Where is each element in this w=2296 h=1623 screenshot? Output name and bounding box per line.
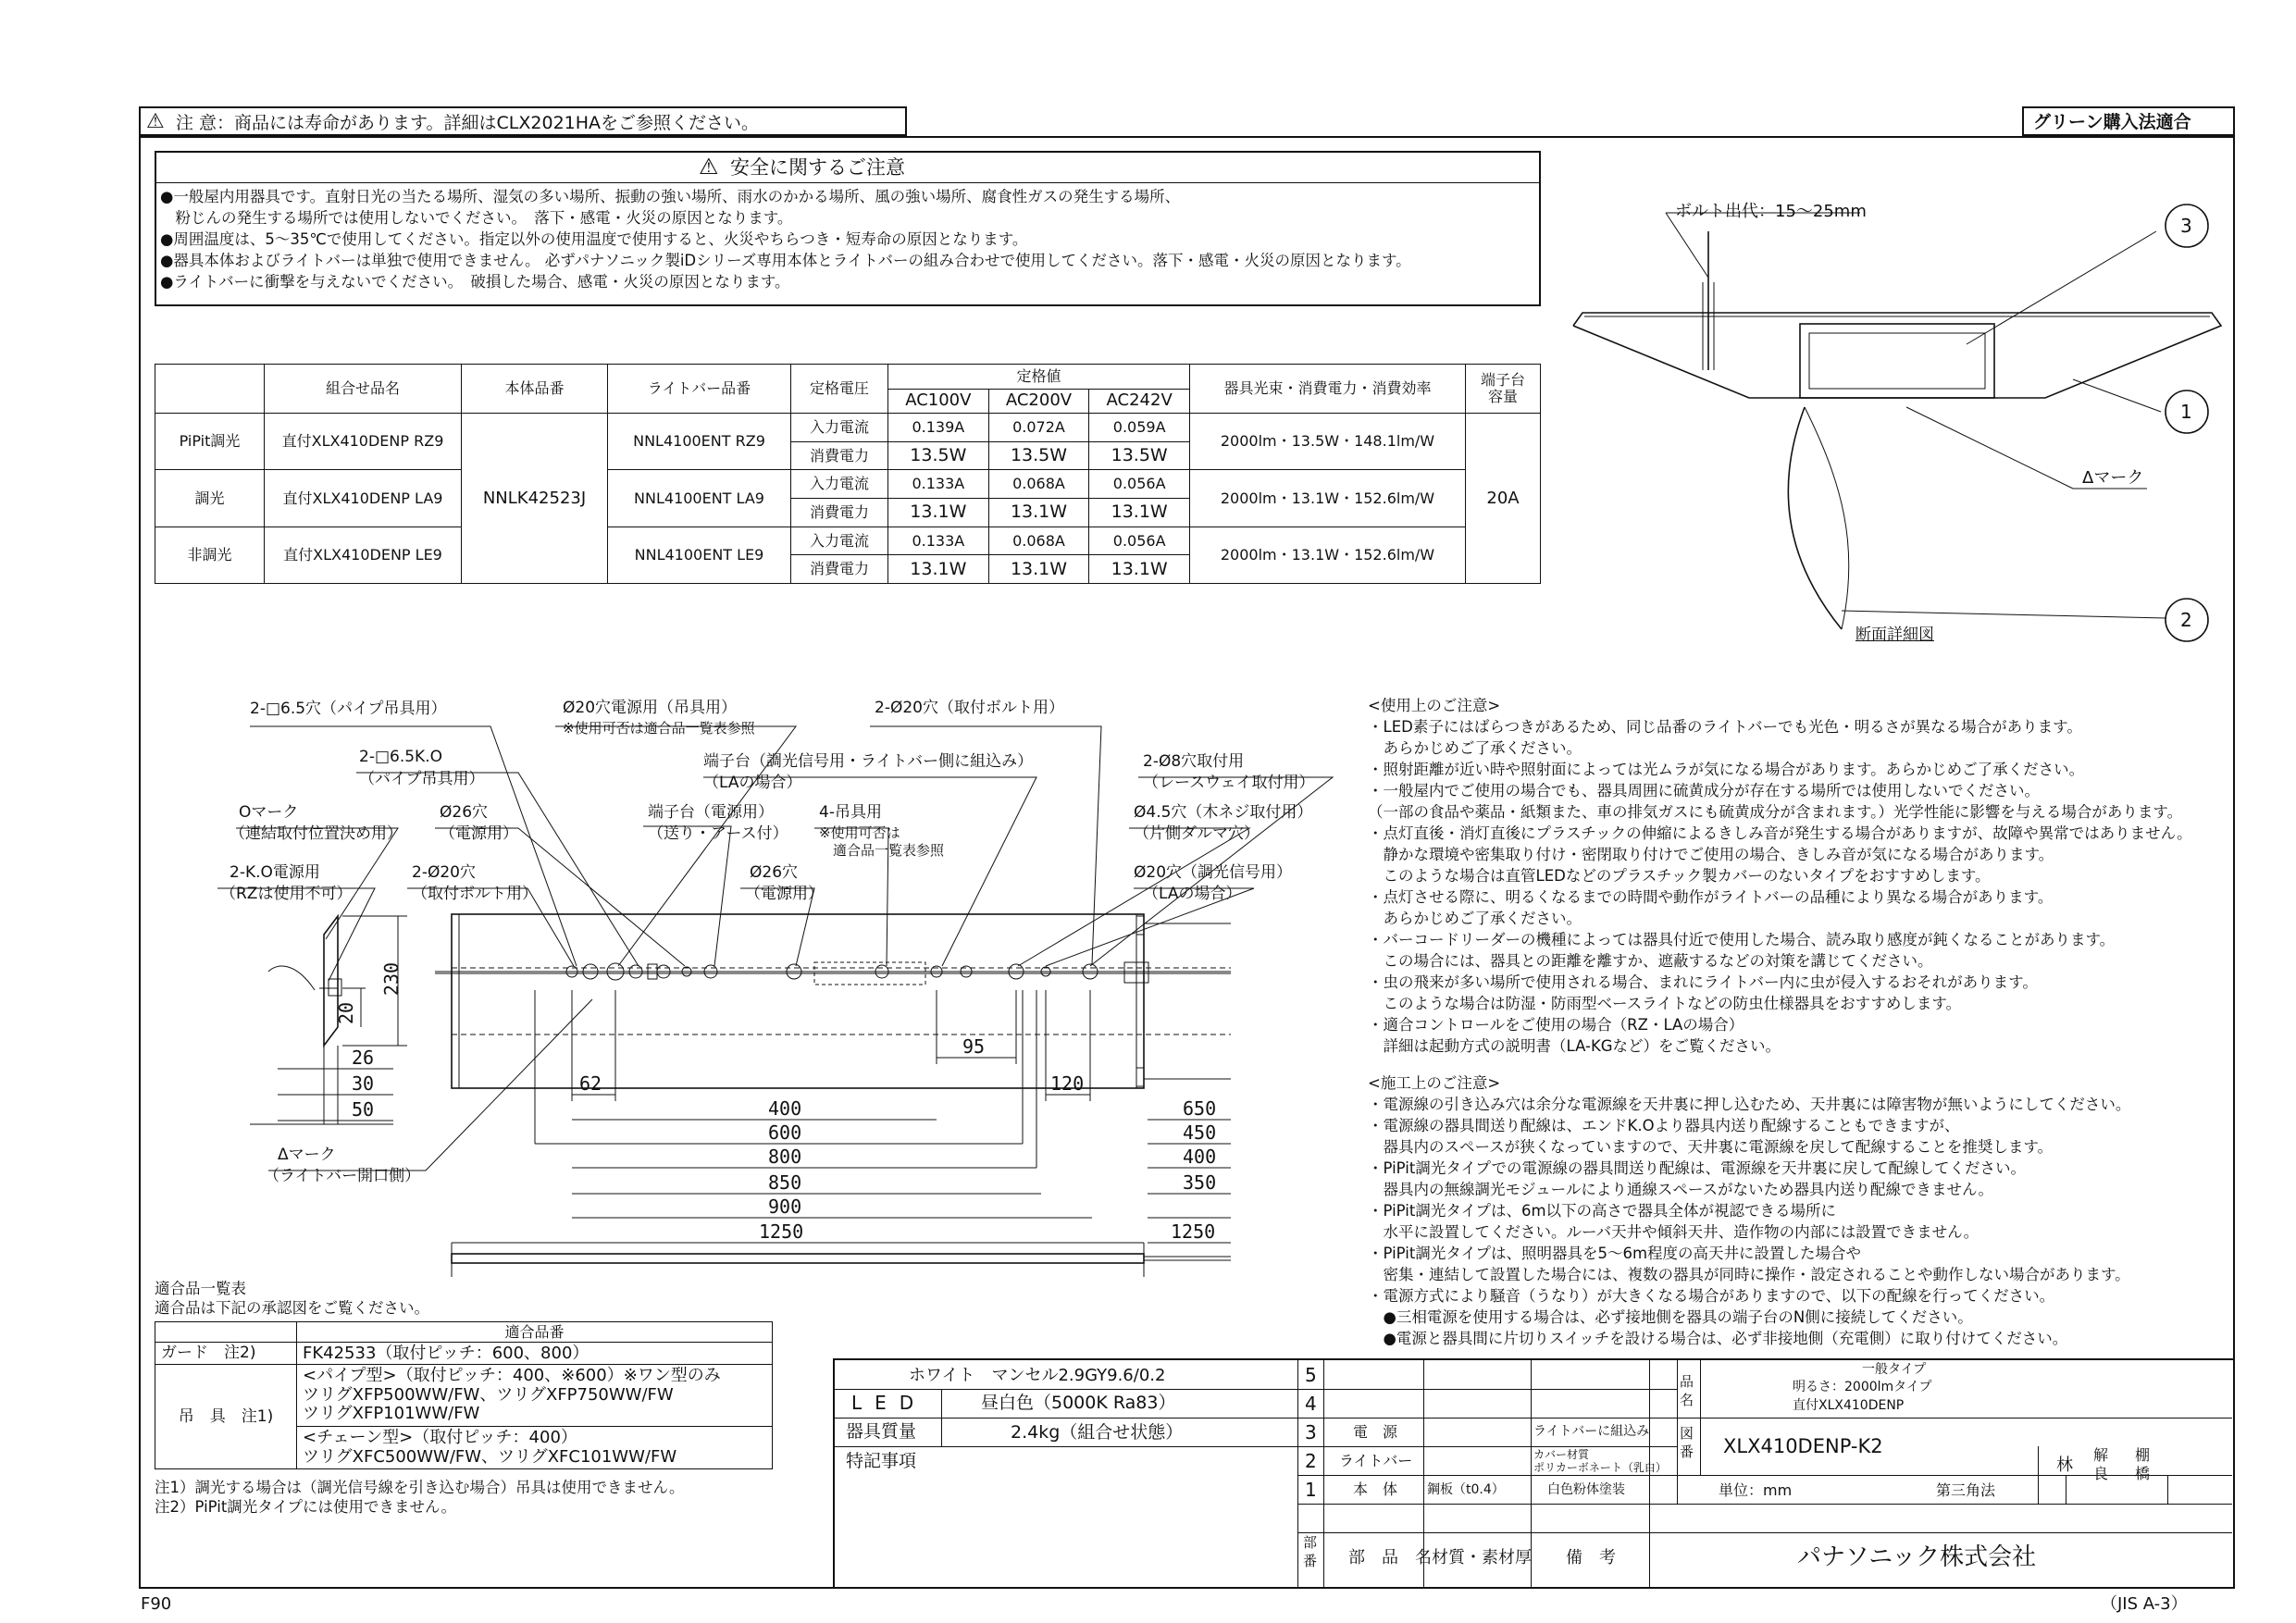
caution-text: 注 意：商品には寿命があります。詳細はCLX2021HAをご参照ください。 — [176, 113, 760, 133]
title-block: ホワイト マンセル2.9GY9.6/0.2 LED 昼白色（5000K Ra83） 器具質量 2.4kg（組合せ状態） 特記事項 5 4 3 2 1 電 源 ライトバーに組込み ライトバー カバー材質 ポリカーボネート（乳白） 本 体 鋼板（t0.4） 白色粉体塗装 部番 部 品 名 材質・素材厚 備 考 品名 一般タイプ 明るさ：2000lmタイプ 直付XLX410DENP 図番 XLX410DENP-K2 単位：mm 第三角法 林 解 棚 良 橋 パナソニック株式会社 — [833, 1358, 2235, 1589]
col-body: 本体品番 — [462, 365, 608, 414]
label-26-hole: Ø26穴 — [440, 803, 489, 822]
table-row: PiPit調光 直付XLX410DENP RZ9 NNLK42523J NNL4100ENT RZ9 入力電流 0.139A 0.072A 0.059A 2000lm・13.5W・148.1lm/W 20A — [155, 414, 1541, 442]
usage-line: 詳細は起動方式の説明書（LA-KGなど）をご覧ください。 — [1368, 1037, 1781, 1055]
section-caption: 断面詳細図 — [1855, 626, 1934, 644]
usage-line: あらかじめご了承ください。 — [1368, 910, 1582, 927]
frame-left-line — [139, 136, 141, 1589]
usage-title: <使用上のご注意> — [1368, 697, 1501, 714]
label-delta-mark-sub: （ライトバー開口側） — [264, 1167, 421, 1185]
sign-1: 林 — [2056, 1456, 2073, 1475]
label-wood-screw: Ø4.5穴（木ネジ取付用） — [1134, 803, 1313, 822]
label-bolt-holes: 2-Ø20穴（取付ボルト用） — [875, 699, 1064, 717]
table-row: 非調光 直付XLX410DENP LE9 NNL4100ENT LE9 入力電流 0.133A 0.068A 0.056A 2000lm・13.1W・152.6lm/W — [155, 527, 1541, 555]
label-o-mark: Oマーク — [239, 803, 299, 822]
label-terminal-dimming: 端子台（調光信号用・ライトバー側に組込み） — [703, 752, 1034, 771]
col-note: 備 考 — [1566, 1548, 1616, 1567]
mass-label: 器具質量 — [846, 1421, 917, 1442]
install-line: ●三相電源を使用する場合は、必ず接地側を器具の端子台のN側に接続してください。 — [1368, 1308, 1973, 1326]
label-hanger4-note: ※使用可否は — [819, 824, 900, 841]
green-purchase-label: グリーン購入法適合 — [2022, 106, 2235, 136]
unit-label: 単位：mm — [1719, 1481, 1793, 1499]
label-pipe-ko-sub: （パイプ吊具用） — [359, 770, 485, 788]
label-wood-screw-sub: （片側ダルマ穴） — [1134, 824, 1260, 843]
compat-table: 適合品番 ガード 注2) FK42533（取付ピッチ：600、800） 吊 具 注1) <パイプ型>（取付ピッチ：400、※600）※ワン型のみ ツリグXFP500WW/FW、ツリグXFP750WW/FW ツリグXFP101WW/FW <チェーン型>（取付ピッチ：400） ツリグXFC500WW/FW、ツリグXFC101WW/FW — [155, 1321, 773, 1469]
compat-subtitle: 適合品は下記の承認図をご覧ください。 — [155, 1299, 429, 1317]
label-terminal-power: 端子台（電源用） — [648, 803, 774, 822]
part1-note: 白色粉体塗装 — [1547, 1482, 1625, 1497]
sign-4: 良 — [2093, 1465, 2109, 1482]
install-line: 密集・連結して設置した場合には、複数の器具が同時に操作・設定されることや動作しない場合があります。 — [1368, 1266, 2130, 1283]
usage-line: ・点灯直後・消灯直後にプラスチックの伸縮によるきしみ音が発生する場合がありますが、故障や異常ではありません。 — [1368, 824, 2192, 842]
warning-triangle-icon: ⚠ — [146, 110, 165, 133]
caution-banner — [139, 106, 907, 136]
safety-line: 粉じんの発生する場所では使用しないでください。 落下・感電・火災の原因となります。 — [160, 209, 793, 227]
mass-value: 2.4kg（組合せ状態） — [1011, 1422, 1184, 1443]
label-power-hole: Ø20穴電源用（吊具用） — [563, 699, 738, 717]
delta-mark-label: Δマーク — [2082, 468, 2144, 488]
col-voltage: 定格電圧 — [791, 365, 888, 414]
table-row: 調光 直付XLX410DENP LA9 NNL4100ENT LA9 入力電流 0.133A 0.068A 0.056A 2000lm・13.1W・152.6lm/W — [155, 470, 1541, 499]
end-view — [324, 916, 338, 1046]
safety-warning-icon: ⚠ — [699, 154, 719, 180]
label-pipe-ko: 2-□6.5K.O — [359, 748, 442, 766]
col-lightbar: ライトバー品番 — [608, 365, 791, 414]
part3-name: 電 源 — [1353, 1423, 1398, 1441]
compat-note-2: 注2）PiPit調光タイプには使用できません。 — [155, 1498, 456, 1516]
part1-mat: 鋼板（t0.4） — [1427, 1482, 1505, 1497]
usage-line: ・LED素子にはばらつきがあるため、同じ品番のライトバーでも光色・明るさが異なる場合があります。 — [1368, 718, 2082, 736]
label-terminal-dimming-sub: （LAの場合） — [703, 774, 802, 792]
usage-line: （一部の食品や薬品・紙類また、車の排気ガスにも硫黄成分が含まれます。）光学性能に影響を与える場合があります。 — [1368, 803, 2183, 821]
install-line: 器具内の無線調光モジュールにより通線スペースがないため器具内送り配線できません。 — [1368, 1181, 1994, 1198]
fixture-body-outline — [452, 914, 1144, 1088]
label-hanger4: 4-吊具用 — [819, 803, 882, 822]
install-line: ・PiPit調光タイプは、6m以下の高さで器具全体が視認できる場所に — [1368, 1202, 1837, 1220]
part2-mat2: ポリカーボネート（乳白） — [1533, 1461, 1667, 1474]
label-power-hole-note: ※使用可否は適合品一覧表参照 — [563, 720, 755, 737]
finish-text: ホワイト マンセル2.9GY9.6/0.2 — [909, 1366, 1166, 1385]
install-line: ・PiPit調光タイプは、照明器具を5～6m程度の高天井に設置した場合や — [1368, 1245, 1862, 1262]
label-delta-mark: Δマーク — [278, 1146, 336, 1164]
label-terminal-power-sub: （送り・アース付） — [648, 824, 788, 843]
col-part-no: 部番 — [1303, 1534, 1318, 1569]
col-combo: 組合せ品名 — [265, 365, 462, 414]
safety-line: ●ライトバーに衝撃を与えないでください。 破損した場合、感電・火災の原因となります。 — [160, 273, 790, 291]
label-hanger4-note2: 適合品一覧表参照 — [833, 842, 945, 859]
safety-line: ●器具本体およびライトバーは単独で使用できません。 必ずパナソニック製iDシリーズ専用本体とライトバーの組み合わせで使用してください。落下・感電・火災の原因となります。 — [160, 252, 1411, 269]
fixture-section-outline — [1573, 313, 2221, 398]
sign-3: 棚 — [2135, 1446, 2151, 1464]
product-name-1: 一般タイプ — [1862, 1362, 1927, 1377]
col-rated: 定格値 — [888, 365, 1190, 390]
part3-note: ライトバーに組込み — [1533, 1424, 1650, 1439]
footer-right: （JIS A-3） — [2101, 1594, 2188, 1614]
label-8mm-holes: 2-Ø8穴取付用 — [1143, 752, 1245, 771]
label-26-hole-sub: （電源用） — [440, 824, 518, 843]
safety-line: ●一般屋内用器具です。直射日光の当たる場所、湿気の多い場所、振動の強い場所、雨水のかかる場所、風の強い場所、腐食性ガスの発生する場所、 — [160, 188, 1181, 205]
label-26-hole-2: Ø26穴 — [750, 863, 799, 882]
usage-line: ・点灯させる際に、明るくなるまでの時間や動作がライトバーの品種により異なる場合があります。 — [1368, 888, 2054, 906]
product-name-3: 直付XLX410DENP — [1793, 1398, 1905, 1413]
label-20-holes-sub: （取付ボルト用） — [412, 885, 538, 903]
sign-5: 橋 — [2135, 1465, 2151, 1482]
usage-line: ・バーコードリーダーの機種によっては器具付近で使用した場合、読み取り感度が鈍くなることがあります。 — [1368, 931, 2116, 948]
usage-line: このような場合は直管LEDなどのプラスチック製カバーのないタイプをおすすめします。 — [1368, 867, 1991, 885]
part2-name: ライトバー — [1339, 1452, 1413, 1469]
label-ko-power-sub: （RZは使用不可） — [220, 885, 353, 903]
safety-box — [155, 151, 1541, 306]
callout-1: 1 — [2180, 401, 2192, 423]
fixture-side-view — [452, 1254, 1144, 1263]
install-line: 水平に設置してください。ルーバ天井や傾斜天井、造作物の内部には設置できません。 — [1368, 1223, 1980, 1241]
label-dimming-hole-sub: （LAの場合） — [1143, 885, 1242, 903]
label-26-hole-2-sub: （電源用） — [745, 885, 824, 903]
spec-table: 組合せ品名 本体品番 ライトバー品番 定格電圧 定格値 器具光束・消費電力・消費効率 端子台 容量 AC100V AC200V AC242V PiPit調光 直付XLX410DENP RZ9 NNLK42523J NNL4100ENT RZ9 入力電流 0.139A 0.072A 0.059A 2000lm・13.5W・148.1lm/W 20A 消費電力 13.5W 13.5W 13.5W 調光 直付XLX410DENP LA9 NNL4100ENT LA9 入力電流 0.133A 0.068A 0.056A 2000lm・13.1W・152.6lm/W 消費電力 13.1W 13.1W 13.1W 非調光 直付XLX410DENP LE9 NNL4100ENT LE9 入力電流 0.133A 0.068A 0.056A 2000lm・13.1W・152.6lm/W 消費電力 13.1W 13.1W 13.1W — [155, 364, 1541, 584]
label-ko-power: 2-K.O電源用 — [230, 863, 320, 882]
safety-line: ●周囲温度は、5～35℃で使用してください。指定以外の使用温度で使用すると、火災やちらつき・短寿命の原因となります。 — [160, 230, 1028, 248]
usage-line: ・一般屋内でご使用の場合でも、器具周囲に硫黄成分が存在する場所では使用しないでください。 — [1368, 782, 2040, 799]
led-label: LED — [851, 1392, 927, 1414]
usage-line: この場合には、器具との距離を離すか、遮蔽するなどの対策を講じてください。 — [1368, 952, 1933, 970]
footer-left: F90 — [141, 1594, 172, 1614]
usage-line: このような場合は防湿・防雨型ベースライトなどの防虫仕様器具をおすすめします。 — [1368, 995, 1962, 1012]
callout-3: 3 — [2180, 215, 2192, 237]
label-o-mark-sub: （連結取付位置決め用） — [230, 824, 403, 843]
lightbar-arc — [1788, 407, 1842, 629]
pipe-hanger-cell: <パイプ型>（取付ピッチ：400、※600）※ワン型のみ ツリグXFP500WW/FW、ツリグXFP750WW/FW ツリグXFP101WW/FW — [297, 1365, 773, 1427]
usage-line: ・適合コントロールをご使用の場合（RZ・LAの場合） — [1368, 1016, 1744, 1034]
power-unit-box — [1800, 324, 1994, 398]
label-20-holes: 2-Ø20穴 — [412, 863, 476, 882]
product-name-2: 明るさ：2000lmタイプ — [1793, 1380, 1932, 1394]
company-name: パナソニック株式会社 — [1797, 1543, 2037, 1571]
projection-label: 第三角法 — [1936, 1481, 1996, 1499]
sign-2: 解 — [2093, 1446, 2109, 1464]
label-pipe-hanger-holes: 2-□6.5穴（パイプ吊具用） — [250, 700, 447, 718]
col-part-name: 部 品 名 — [1348, 1548, 1432, 1567]
safety-title: 安全に関するご注意 — [730, 156, 905, 179]
part2-mat1: カバー材質 — [1533, 1448, 1590, 1461]
install-line: ●電源と器具間に片切りスイッチを設ける場合は、必ず非接地側（充電側）に取り付けてください。 — [1368, 1330, 2068, 1347]
special-notes-label: 特記事項 — [846, 1451, 917, 1471]
drawing-number: XLX410DENP-K2 — [1723, 1435, 1883, 1457]
usage-line: 静かな環境や密集取り付け・密閉取り付けでご使用の場合、きしみ音が気になる場合があります。 — [1368, 846, 2054, 863]
part1-name: 本 体 — [1353, 1481, 1398, 1498]
label-8mm-holes-sub: （レースウェイ取付用） — [1143, 774, 1315, 792]
compat-note-1: 注1）調光する場合は（調光信号線を引き込む場合）吊具は使用できません。 — [155, 1479, 685, 1496]
usage-line: ・照射距離が近い時や照射面によっては光ムラが気になる場合があります。あらかじめご了承ください。 — [1368, 761, 2085, 778]
led-value: 昼白色（5000K Ra83） — [981, 1393, 1176, 1413]
install-line: ・電源線の器具間送り配線は、エンドK.Oより器具内送り配線することもできますが、 — [1368, 1117, 1960, 1134]
install-line: ・電源線の引き込み穴は余分な電源線を天井裏に押し込むため、天井裏には障害物が無いようにしてください。 — [1368, 1096, 2131, 1113]
frame-top-line — [139, 136, 2235, 138]
col-flux: 器具光束・消費電力・消費効率 — [1190, 365, 1466, 414]
chain-hanger-cell: <チェーン型>（取付ピッチ：400） ツリグXFC500WW/FW、ツリグXFC101WW/FW — [297, 1427, 773, 1469]
install-title: <施工上のご注意> — [1368, 1074, 1501, 1092]
callout-2: 2 — [2180, 609, 2192, 631]
usage-line: ・虫の飛来が多い場所で使用される場合、まれにライトバー内に虫が侵入するおそれがあります。 — [1368, 973, 2038, 991]
col-material: 材質・素材厚 — [1432, 1548, 1532, 1567]
install-line: 器具内のスペースが狭くなっていますので、天井裏に電源線を戻して配線することを推奨します。 — [1368, 1138, 2054, 1156]
col-terminal: 端子台 容量 — [1466, 365, 1541, 414]
install-line: ・PiPit調光タイプでの電源線の器具間送り配線は、電源線を天井裏に戻して配線してください。 — [1368, 1159, 2026, 1177]
compat-title: 適合品一覧表 — [155, 1280, 246, 1297]
bolt-length-label: ボルト出代：15～25mm — [1675, 202, 1867, 221]
label-dimming-hole: Ø20穴（調光信号用） — [1134, 863, 1293, 882]
install-line: ・電源方式により騒音（うなり）が大きくなる場合がありますので、以下の配線を行ってください。 — [1368, 1287, 2055, 1305]
usage-line: あらかじめご了承ください。 — [1368, 739, 1582, 757]
